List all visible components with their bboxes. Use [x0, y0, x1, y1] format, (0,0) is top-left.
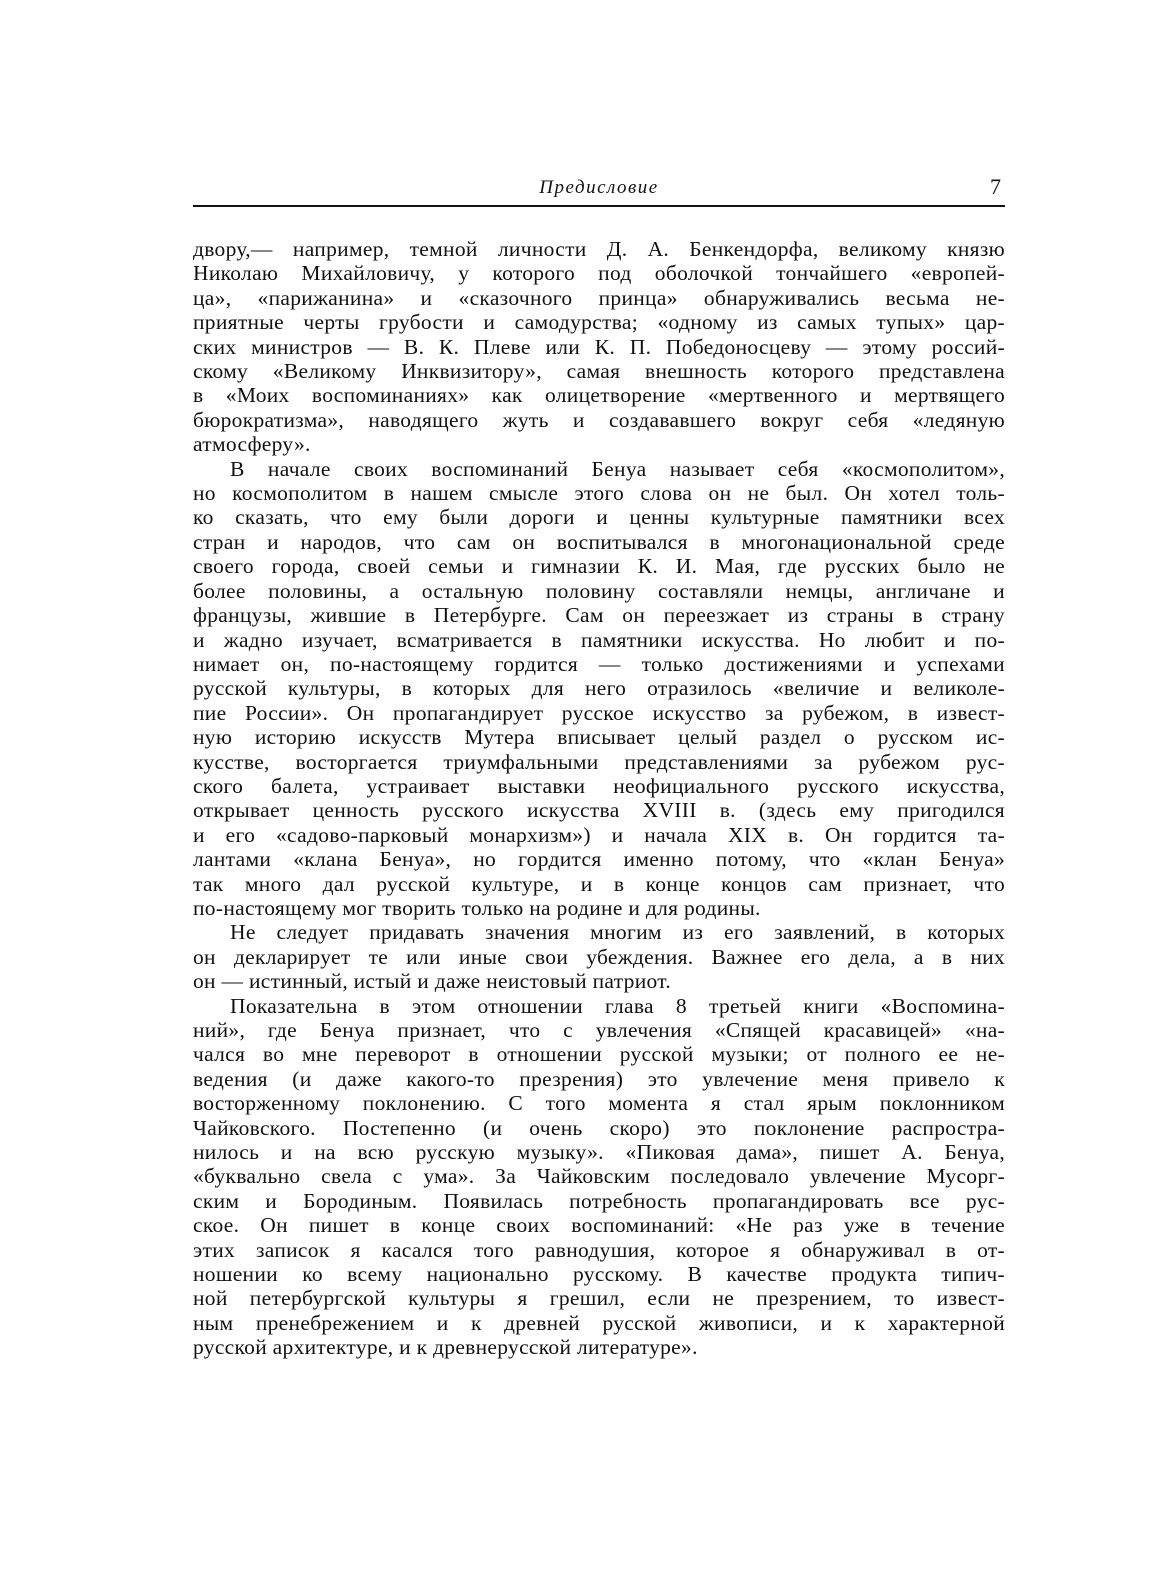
text-line: он декларирует те или иные свои убеждения. Важнее его дела, а в них: [193, 944, 1005, 969]
text-line: ских министров — В. К. Плеве или К. П. Победоносцеву — этому россий-: [193, 334, 1005, 359]
text-line: кусстве, восторгается триумфальными представлениями за рубежом рус-: [193, 749, 1005, 774]
text-line: своего города, своей семьи и гимназии К. И. Мая, где русских было не: [193, 554, 1005, 579]
text-line: скому «Великому Инквизитору», самая внешность которого представлена: [193, 359, 1005, 384]
text-line: в «Моих воспоминаниях» как олицетворение «мертвенного и мертвящего: [193, 383, 1005, 408]
page-number: 7: [990, 174, 1001, 199]
text-line: по-настоящему мог творить только на родине и для родины.: [193, 895, 761, 920]
text-line: ского балета, устраивает выставки неофициального русского искусства,: [193, 773, 1005, 798]
text-line: «буквально свела с ума». За Чайковским последовало увлечение Мусорг-: [193, 1164, 1005, 1189]
text-line: Чайковского. Постепенно (и очень скоро) это поклонение распростра-: [193, 1115, 1005, 1140]
text-line: французы, жившие в Петербурге. Сам он переезжает из страны в страну: [193, 603, 1005, 628]
text-line: Николаю Михайловичу, у которого под оболочкой тончайшего «европей-: [193, 261, 1005, 286]
text-line: русской архитектуре, и к древнерусской литературе».: [193, 1335, 698, 1360]
text-line: ношении ко всему национально русскому. В качестве продукта типич-: [193, 1262, 1005, 1287]
text-line: нилось и на всю русскую музыку». «Пиковая дама», пишет А. Бенуа,: [193, 1140, 1005, 1165]
text-line: бюрократизма», наводящего жуть и создававшего вокруг себя «ледяную: [193, 407, 1005, 432]
running-head: [193, 176, 1005, 204]
text-line: так много дал русской культуре, и в конце концов сам признает, что: [193, 871, 1005, 896]
header-rule: [193, 205, 1005, 207]
text-line: ское. Он пишет в конце своих воспоминаний: «Не раз уже в течение: [193, 1213, 1005, 1238]
text-line: ко сказать, что ему были дороги и ценны культурные памятники всех: [193, 505, 1005, 530]
text-line: ную историю искусств Мутера вписывает целый раздел о русском ис-: [193, 725, 1005, 750]
text-line: ца», «парижанина» и «сказочного принца» обнаруживались весьма не-: [193, 285, 1005, 310]
paragraph: [193, 994, 1005, 1360]
text-line: В начале своих воспоминаний Бенуа называет себя «космополитом»,: [230, 456, 1005, 481]
text-line: атмосферу».: [193, 432, 311, 457]
text-line: открывает ценность русского искусства XVIII в. (здесь ему пригодился: [193, 798, 1005, 823]
text-line: стран и народов, что сам он воспитывался в многонациональной среде: [193, 529, 1005, 554]
text-line: Показательна в этом отношении глава 8 третьей книги «Воспомина-: [230, 993, 1005, 1018]
text-line: ским и Бородиным. Появилась потребность пропагандировать все рус-: [193, 1188, 1005, 1213]
text-line: и его «садово-парковый монархизм») и начала XIX в. Он гордится та-: [193, 822, 1005, 847]
text-line: ний», где Бенуа признает, что с увлечения «Спящей красавицей» «на-: [193, 1018, 1005, 1042]
text-line: приятные черты грубости и самодурства; «одному из самых тупых» цар-: [193, 310, 1005, 335]
text-line: ным пренебрежением и к древней русской живописи, и к характерной: [193, 1310, 1005, 1335]
text-line: пие России». Он пропагандирует русское искусство за рубежом, в извест-: [193, 700, 1005, 725]
paragraph: [193, 237, 1005, 457]
running-title: Предисловие: [539, 177, 659, 198]
text-line: двору,— например, темной личности Д. А. Бенкендорфа, великому князю: [193, 237, 1005, 261]
text-line: ведения (и даже какого-то презрения) это увлечение меня привело к: [193, 1066, 1005, 1091]
text-line: восторженному поклонению. С того момента я стал ярым поклонником: [193, 1091, 1005, 1116]
text-line: и жадно изучает, всматривается в памятники искусства. Но любит и по-: [193, 627, 1005, 652]
text-line: чался во мне переворот в отношении русской музыки; от полного ее не-: [193, 1042, 1005, 1067]
text-line: но космополитом в нашем смысле этого слова он не был. Он хотел толь-: [193, 481, 1005, 506]
text-line: он — истинный, истый и даже неистовый патриот.: [193, 969, 672, 994]
text-line: нимает он, по-настоящему гордится — только достижениями и успехами: [193, 651, 1005, 676]
paragraph: [193, 920, 1005, 993]
text-line: ной петербургской культуры я грешил, если не презрением, то извест-: [193, 1286, 1005, 1311]
body-text: [193, 237, 1005, 1360]
text-line: Не следует придавать значения многим из его заявлений, в которых: [230, 920, 1005, 945]
text-line: лантами «клана Бенуа», но гордится именно потому, что «клан Бенуа»: [193, 847, 1005, 872]
text-line: этих записок я касался того равнодушия, которое я обнаруживал в от-: [193, 1237, 1005, 1262]
text-line: более половины, а остальную половину составляли немцы, англичане и: [193, 578, 1005, 603]
paragraph: [193, 457, 1005, 921]
text-line: русской культуры, в которых для него отразилось «величие и великоле-: [193, 676, 1005, 701]
